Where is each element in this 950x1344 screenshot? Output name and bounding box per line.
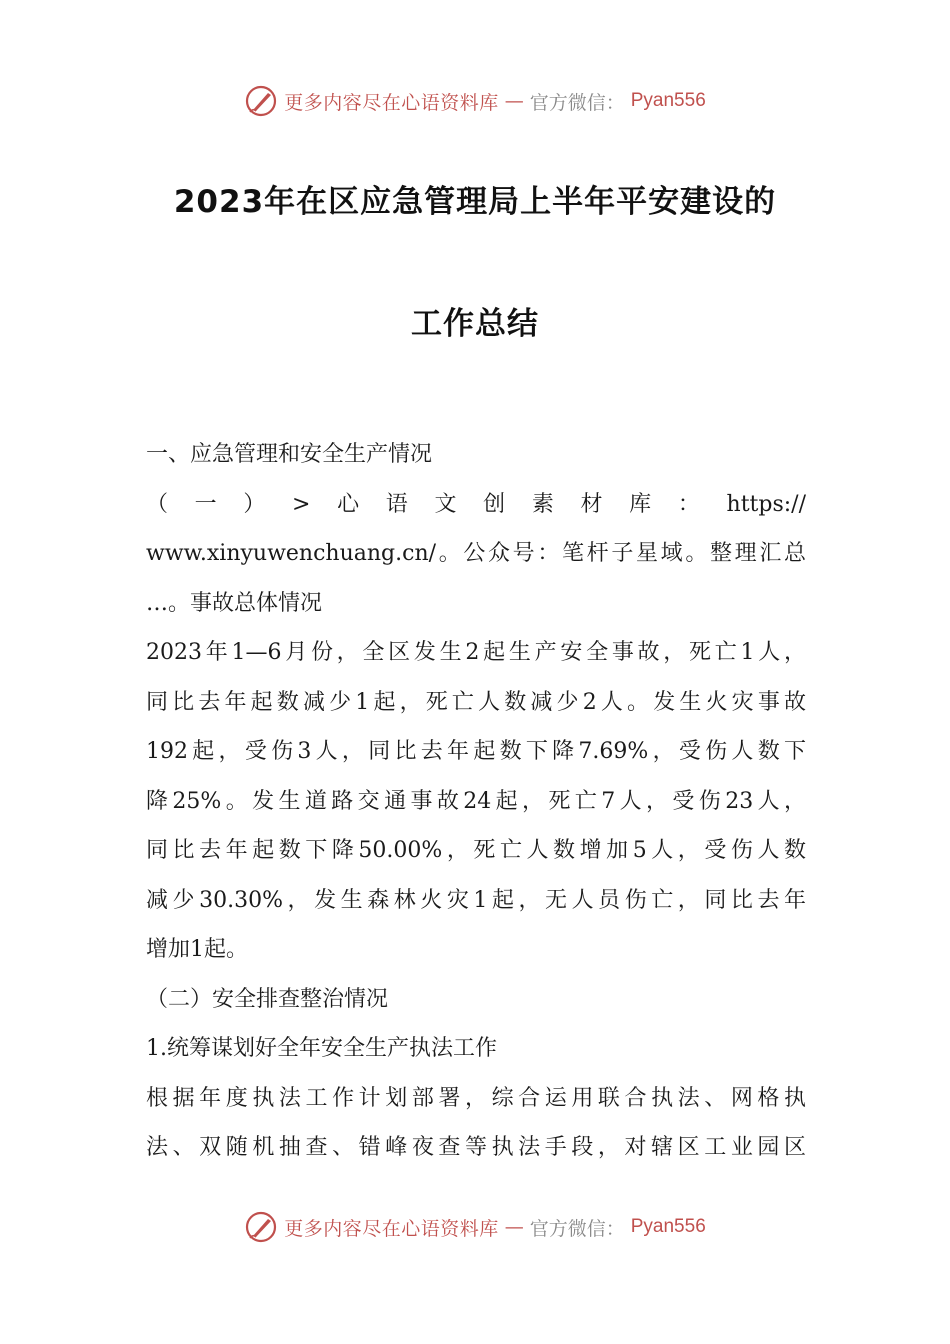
watermark-id: Pyan556 <box>630 1216 706 1237</box>
document-title-line-2: 工作总结 <box>411 306 539 342</box>
document-body <box>146 430 806 1173</box>
paragraph-line: 同比去年起数下降50.00%，死亡人数增加5人，受伤人数 <box>146 838 806 863</box>
paragraph-line: 根据年度执法工作计划部署，综合运用联合执法、网格执 <box>146 1085 806 1111</box>
quill-pen-circle-icon <box>244 84 278 118</box>
watermark-brand: 更多内容尽在心语资料库 <box>284 1217 499 1240</box>
subsection-heading: （二）安全排查整治情况 <box>146 986 389 1012</box>
watermark-label: 官方微信： <box>529 1217 625 1240</box>
paragraph-line: 2023年1—6月份，全区发生2起生产安全事故，死亡1人， <box>146 640 806 665</box>
section-heading-1: 一、应急管理和安全生产情况 <box>146 442 433 467</box>
paragraph-line: www.xinyuwenchuang.cn/。公众号：笔杆子星域。整理汇总 <box>146 541 806 566</box>
watermark-brand: 更多内容尽在心语资料库 <box>284 91 499 114</box>
document-title-line-1: 2023年在区应急管理局上半年平安建设的 <box>173 184 777 220</box>
item-heading: 1.统筹谋划好全年安全生产执法工作 <box>146 1036 497 1061</box>
paragraph-line: 同比去年起数减少1起，死亡人数减少2人。发生火灾事故 <box>146 689 806 715</box>
paragraph-line: 增加1起。 <box>146 937 248 962</box>
paragraph-line: …。事故总体情况 <box>146 590 323 616</box>
paragraph-line: 法、双随机抽查、错峰夜查等执法手段，对辖区工业园区 <box>146 1135 806 1160</box>
watermark-id: Pyan556 <box>630 90 706 111</box>
paragraph-line: 192起，受伤3人，同比去年起数下降7.69%，受伤人数下 <box>146 739 806 764</box>
quill-pen-circle-icon <box>244 1210 278 1244</box>
watermark-header <box>0 84 950 118</box>
paragraph-line: （一）>心语文创素材库：https:// <box>146 491 806 517</box>
watermark-footer <box>0 1210 950 1244</box>
watermark-dash: — <box>504 90 524 112</box>
watermark-label: 官方微信： <box>529 91 625 114</box>
watermark-dash: — <box>504 1216 524 1238</box>
paragraph-line: 减少30.30%，发生森林火灾1起，无人员伤亡，同比去年 <box>146 887 806 913</box>
paragraph-line: 降25%。发生道路交通事故24起，死亡7人，受伤23人， <box>146 788 806 814</box>
